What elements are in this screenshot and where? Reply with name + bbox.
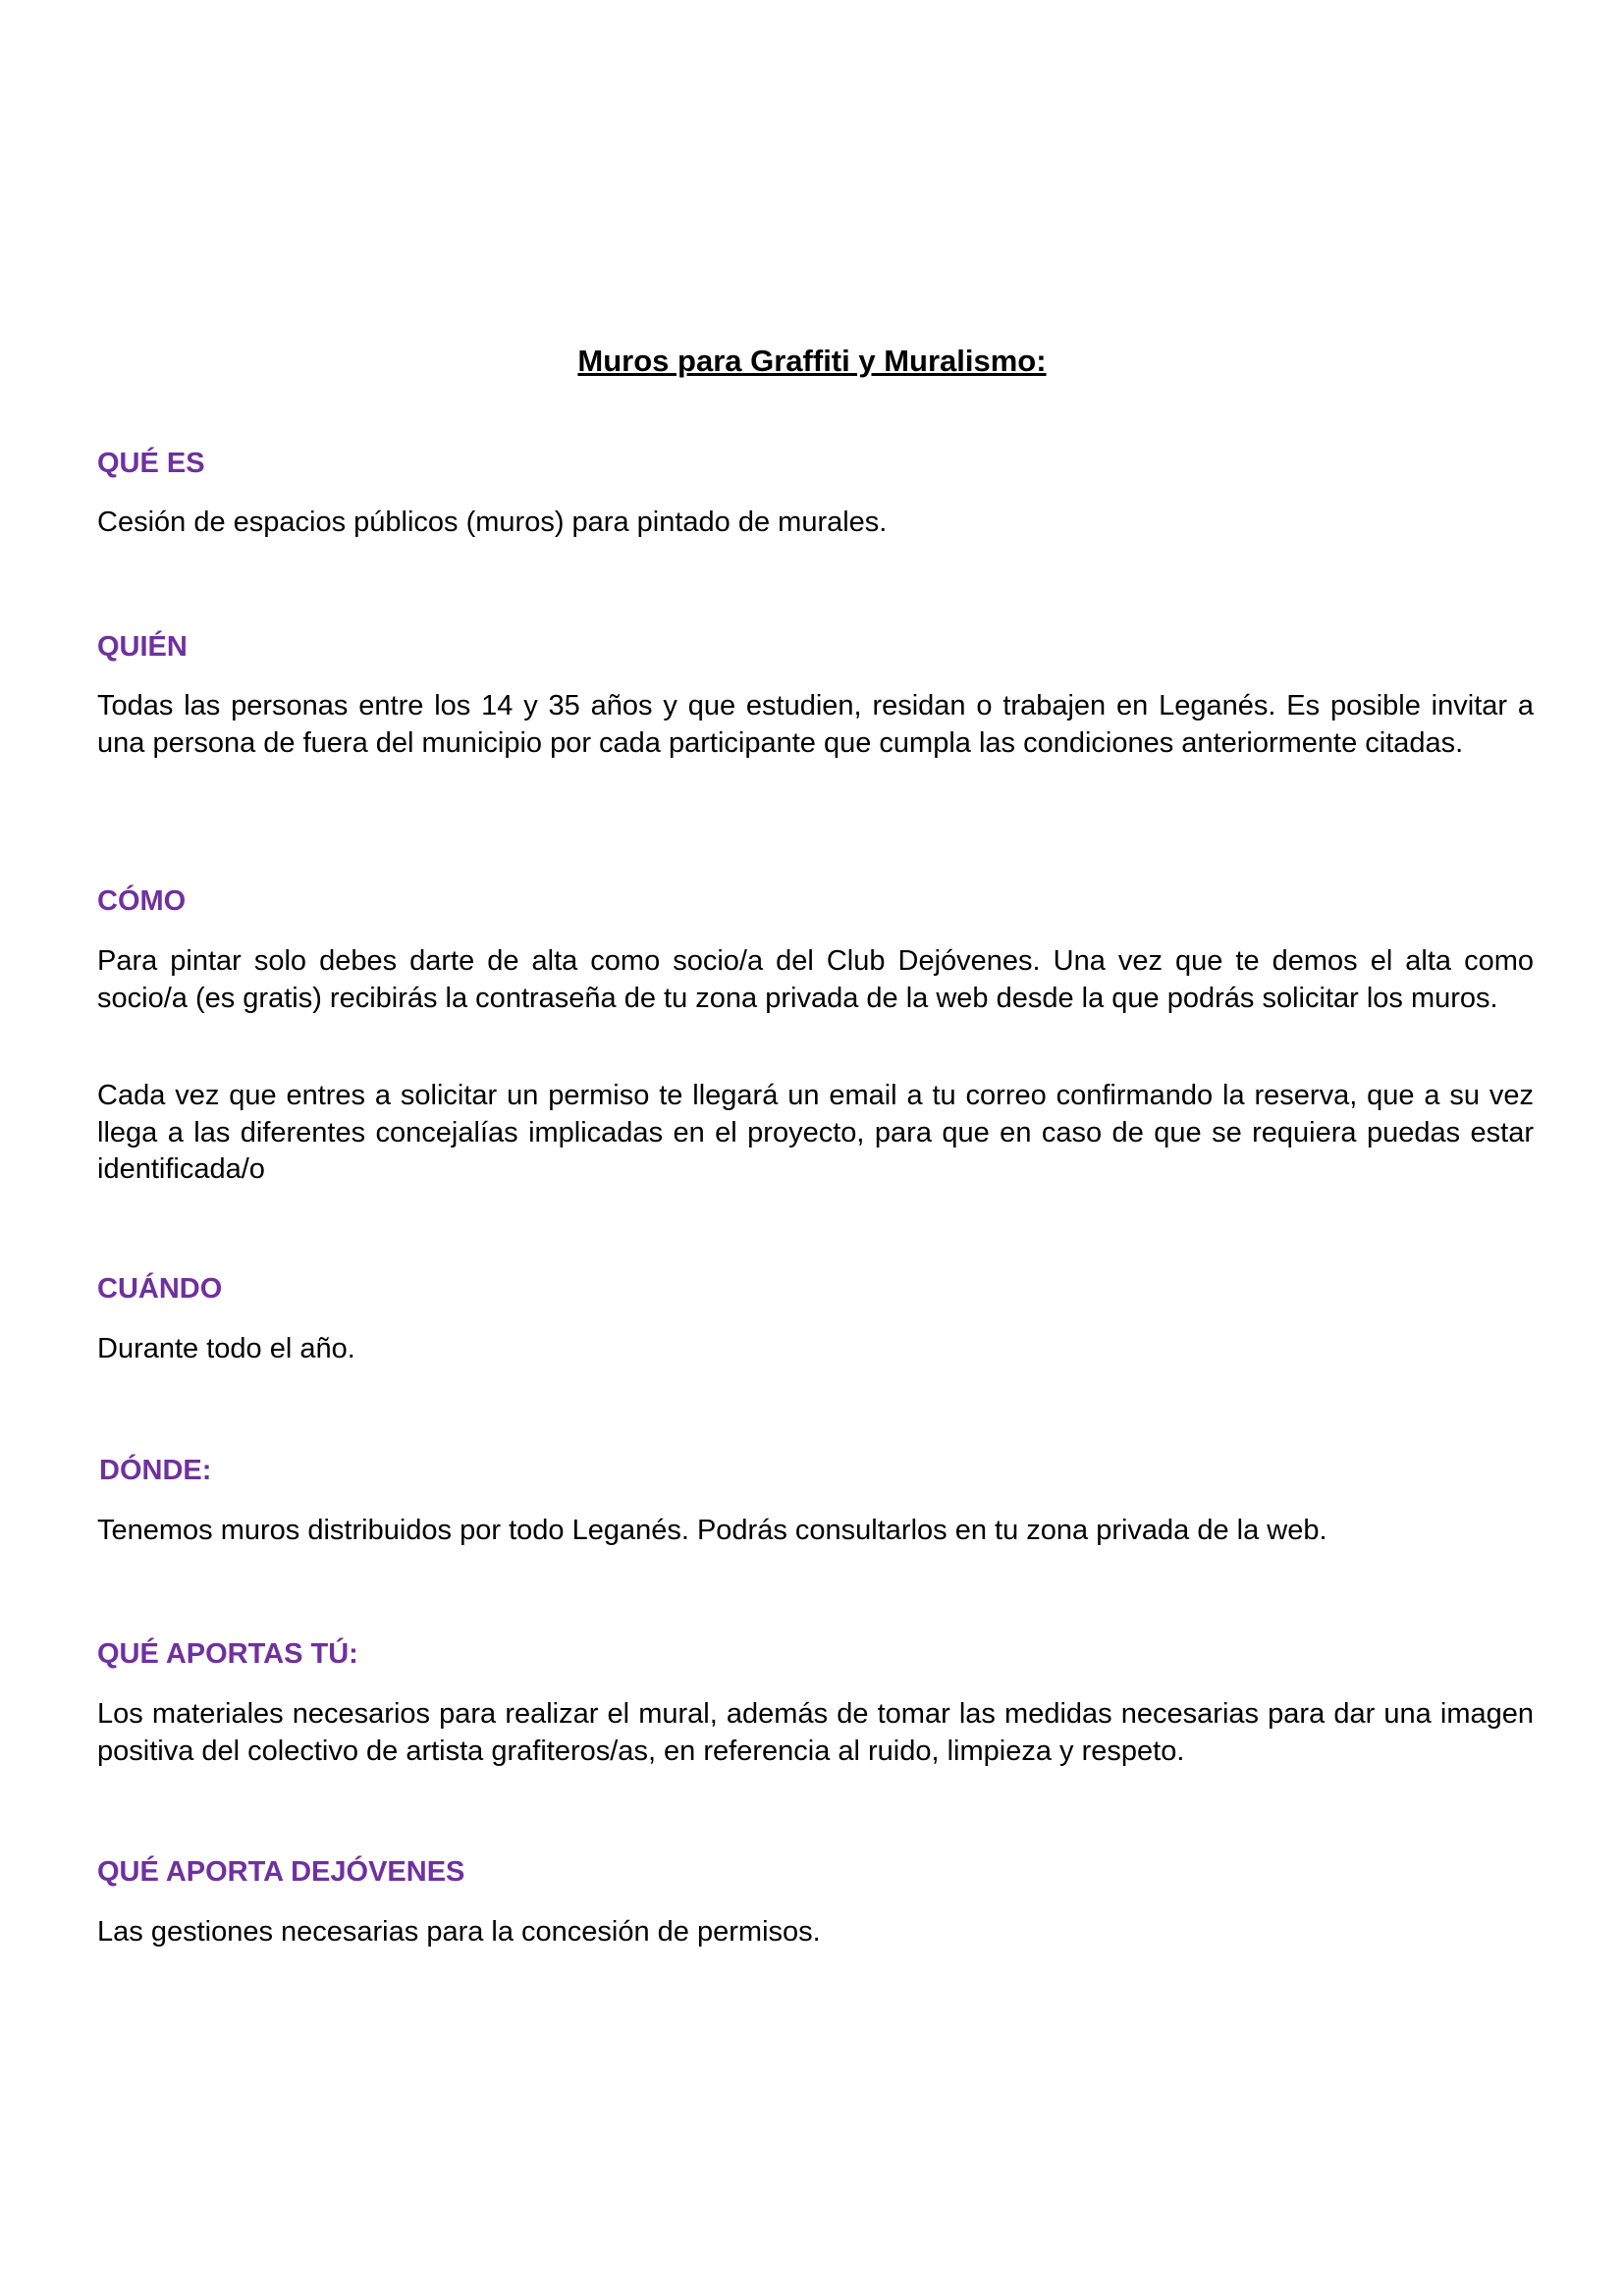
section-paragraph-que-aporta-dejovenes: Las gestiones necesarias para la concesión de permisos. bbox=[97, 1916, 821, 1948]
section-paragraph-que-es: Cesión de espacios públicos (muros) para pintado de murales. bbox=[97, 507, 888, 538]
section-heading-como: CÓMO bbox=[97, 885, 187, 917]
section-paragraph-que-aportas-tu: Los materiales necesarios para realizar el mural, además de tomar las medidas necesarias para dar una imagen positiva del colectivo de artista grafiteros/as, en referencia al ruido, limpieza y respeto. bbox=[97, 1698, 1534, 1767]
section-paragraph-cuando: Durante todo el año. bbox=[97, 1333, 355, 1364]
section-paragraph-como-2: Cada vez que entres a solicitar un permiso te llegará un email a tu correo confirmando la reserva, que a su vez llega a las diferentes concejalías implicadas en el proyecto, para que en caso de que se requiera puedas estar identificada/o bbox=[97, 1080, 1534, 1185]
section-heading-donde: DÓNDE: bbox=[99, 1455, 212, 1486]
section-heading-cuando: CUÁNDO bbox=[97, 1273, 223, 1305]
section-heading-que-aporta-dejovenes: QUÉ APORTA DEJÓVENES bbox=[97, 1856, 465, 1888]
section-paragraph-quien: Todas las personas entre los 14 y 35 años y que estudien, residan o trabajen en Leganés. Es posible invitar a una persona de fuera del municipio por cada participante que cumpla las condiciones anteriormente citadas. bbox=[97, 690, 1534, 759]
section-heading-quien: QUIÉN bbox=[97, 631, 188, 663]
document-title: Muros para Graffiti y Muralismo: bbox=[577, 344, 1047, 378]
section-heading-que-aportas-tu: QUÉ APORTAS TÚ: bbox=[97, 1638, 358, 1670]
section-paragraph-como-1: Para pintar solo debes darte de alta como socio/a del Club Dejóvenes. Una vez que te demos el alta como socio/a (es gratis) recibirás la contraseña de tu zona privada de la web desde la que podrás solicitar los muros. bbox=[97, 945, 1534, 1014]
section-heading-que-es: QUÉ ES bbox=[97, 448, 205, 479]
section-paragraph-donde: Tenemos muros distribuidos por todo Leganés. Podrás consultarlos en tu zona privada de la web. bbox=[97, 1515, 1327, 1546]
